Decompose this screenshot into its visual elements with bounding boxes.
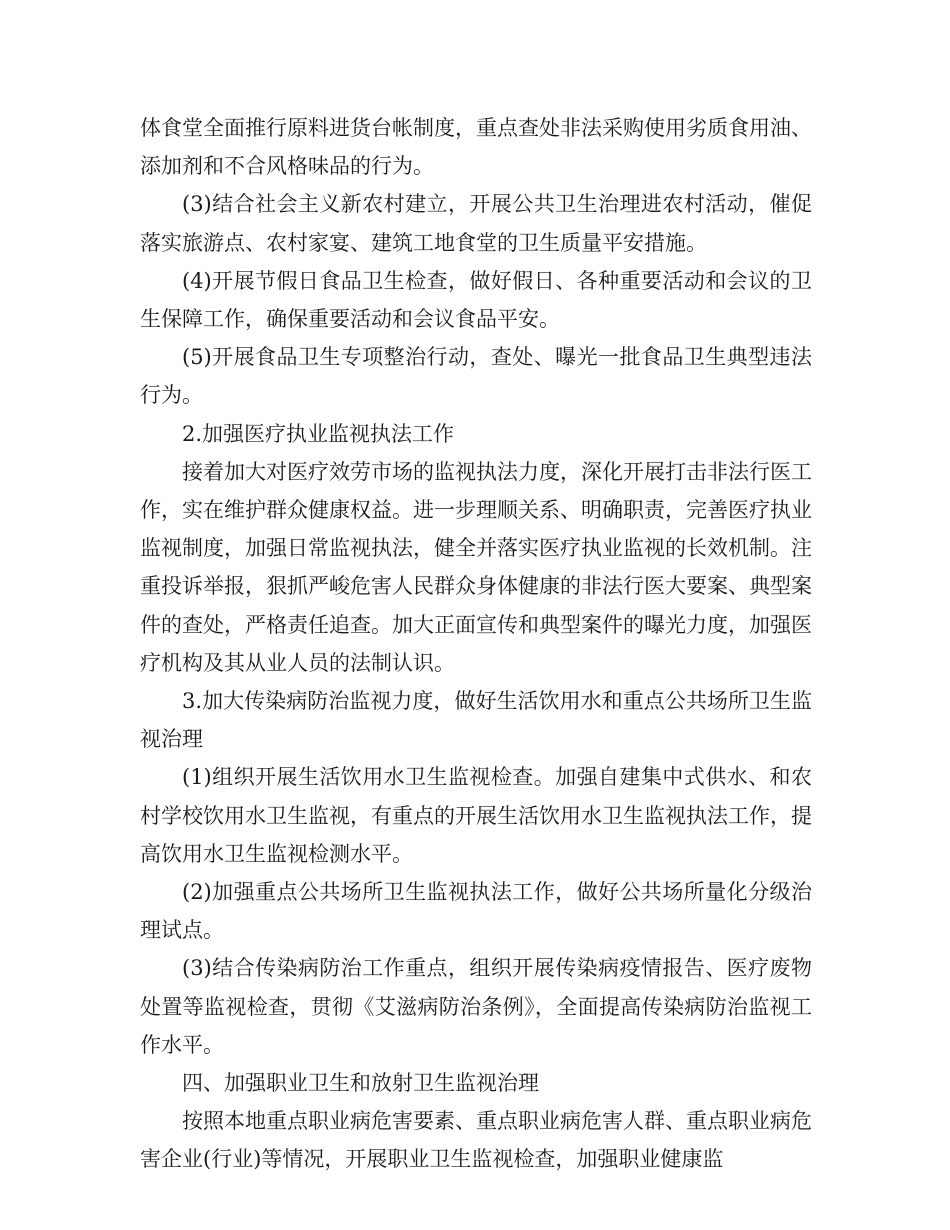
- paragraph-1: 体食堂全面推行原料进货台帐制度，重点查处非法采购使用劣质食用油、添加剂和不合风格味品的行为。: [140, 116, 812, 179]
- section-heading-3: 3.加大传染病防治监视力度，做好生活饮用水和重点公共场所卫生监视治理: [140, 689, 812, 752]
- paragraph-9: (2)加强重点公共场所卫生监视执法工作，做好公共场所量化分级治理试点。: [140, 880, 812, 943]
- paragraph-6: 接着加大对医疗效劳市场的监视执法力度，深化开展打击非法行医工作，实在维护群众健康权益。进一步理顺关系、明确职责，完善医疗执业监视制度，加强日常监视执法，健全并落实医疗执业监视的长效机制。注重投诉举报，狠抓严峻危害人民群众身体健康的非法行医大要案、典型案件的查处，严格责任追查。加大正面宣传和典型案件的曝光力度，加强医疗机构及其从业人员的法制认识。: [140, 459, 812, 675]
- paragraph-10: (3)结合传染病防治工作重点，组织开展传染病疫情报告、医疗废物处置等监视检查，贯彻《艾滋病防治条例》，全面提高传染病防治监视工作水平。: [140, 956, 812, 1057]
- paragraph-8: (1)组织开展生活饮用水卫生监视检查。加强自建集中式供水、和农村学校饮用水卫生监视，有重点的开展生活饮用水卫生监视执法工作，提高饮用水卫生监视检测水平。: [140, 765, 812, 866]
- paragraph-4: (5)开展食品卫生专项整治行动，查处、曝光一批食品卫生典型违法行为。: [140, 345, 812, 408]
- paragraph-3: (4)开展节假日食品卫生检查，做好假日、各种重要活动和会议的卫生保障工作，确保重要活动和会议食品平安。: [140, 268, 812, 332]
- paragraph-12: 按照本地重点职业病危害要素、重点职业病危害人群、重点职业病危害企业(行业)等情况，开展职业卫生监视检查，加强职业健康监: [140, 1109, 812, 1172]
- document-body: [140, 109, 812, 1179]
- section-heading-4: 四、加强职业卫生和放射卫生监视治理: [182, 1071, 539, 1096]
- paragraph-2: (3)结合社会主义新农村建立，开展公共卫生治理进农村活动，催促落实旅游点、农村家宴、建筑工地食堂的卫生质量平安措施。: [140, 192, 812, 255]
- section-heading-2: 2.加强医疗执业监视执法工作: [182, 421, 455, 446]
